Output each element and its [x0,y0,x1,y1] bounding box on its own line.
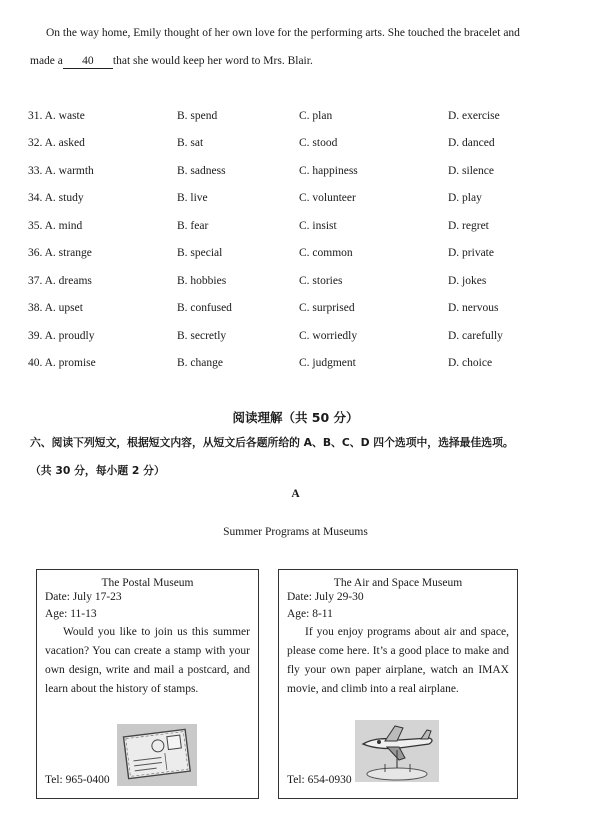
option-row [0,247,591,261]
option-row [0,192,591,206]
option-row [0,165,591,179]
airplane-icon [355,720,439,787]
option-b: B. sat [177,137,204,149]
option-c: C. plan [299,110,333,122]
card-title: The Air and Space Museum [333,577,463,589]
option-d: D. silence [448,165,494,177]
card-description: If you enjoy programs about air and space, please come here. It’s a good place to make and fly your own paper airplane, watch an IMAX movie, and climb into a real airplane. [287,626,509,695]
option-b: B. special [177,247,223,259]
option-d: D. carefully [448,330,503,342]
card-age: Age: 11-13 [45,608,97,620]
card-title: The Postal Museum [101,577,194,589]
option-a: 37. A. dreams [28,275,92,287]
option-d: D. play [448,192,482,204]
postcard-icon [117,724,197,791]
option-row [0,110,591,124]
option-a: 34. A. study [28,192,84,204]
option-c: C. stood [299,137,338,149]
passage-line-2 [30,54,575,69]
option-d: D. regret [448,220,489,232]
option-d: D. jokes [448,275,487,287]
option-c: C. volunteer [299,192,356,204]
section-title: 阅读理解（共 50 分） [232,410,359,425]
option-c: C. happiness [299,165,358,177]
option-row [0,357,591,371]
passage-text: made a [30,55,63,67]
option-row [0,302,591,316]
option-b: B. spend [177,110,218,122]
option-d: D. private [448,247,494,259]
option-b: B. confused [177,302,232,314]
card-tel: Tel: 654-0930 [287,774,352,786]
card-date: Date: July 17-23 [45,591,122,603]
passage-text: that she would keep her word to Mrs. Blair. [112,55,313,67]
option-row [0,220,591,234]
option-a: 36. A. strange [28,247,92,259]
museum-card-postal [36,569,259,799]
option-d: D. danced [448,137,495,149]
option-a: 39. A. proudly [28,330,95,342]
option-b: B. live [177,192,208,204]
museum-card-air-space [278,569,518,799]
option-a: 32. A. asked [28,137,85,149]
option-a: 40. A. promise [28,357,96,369]
option-a: 38. A. upset [28,302,83,314]
option-a: 31. A. waste [28,110,85,122]
option-a: 33. A. warmth [28,165,94,177]
option-a: 35. A. mind [28,220,83,232]
option-c: C. judgment [299,357,356,369]
option-b: B. sadness [177,165,226,177]
passage-title: Summer Programs at Museums [223,526,368,538]
option-row [0,275,591,289]
option-c: C. surprised [299,302,355,314]
option-c: C. insist [299,220,337,232]
card-tel: Tel: 965-0400 [45,774,110,786]
option-b: B. secretly [177,330,227,342]
card-date: Date: July 29-30 [287,591,364,603]
option-d: D. exercise [448,110,500,122]
card-description: Would you like to join us this summer vacation? You can create a stamp with your own design, write and mail a postcard, and learn about the history of stamps. [45,626,250,695]
option-b: B. fear [177,220,209,232]
passage-line-1 [30,26,575,40]
option-row [0,330,591,344]
option-d: D. nervous [448,302,499,314]
option-row [0,137,591,151]
passage-text: On the way home, Emily thought of her own love for the performing arts. She touched the bracelet and [46,27,520,39]
option-b: B. hobbies [177,275,227,287]
option-c: C. worriedly [299,330,358,342]
option-d: D. choice [448,357,493,369]
answer-blank: 40 [63,54,113,69]
instructions-line-1: 六、阅读下列短文，根据短文内容，从短文后各题所给的 A、B、C、D 四个选项中，选择最佳选项。 [30,436,514,449]
option-b: B. change [177,357,223,369]
card-age: Age: 8-11 [287,608,333,620]
option-c: C. stories [299,275,343,287]
option-c: C. common [299,247,353,259]
passage-label: A [291,488,300,500]
instructions-line-2: （共 30 分，每小题 2 分） [30,464,165,477]
